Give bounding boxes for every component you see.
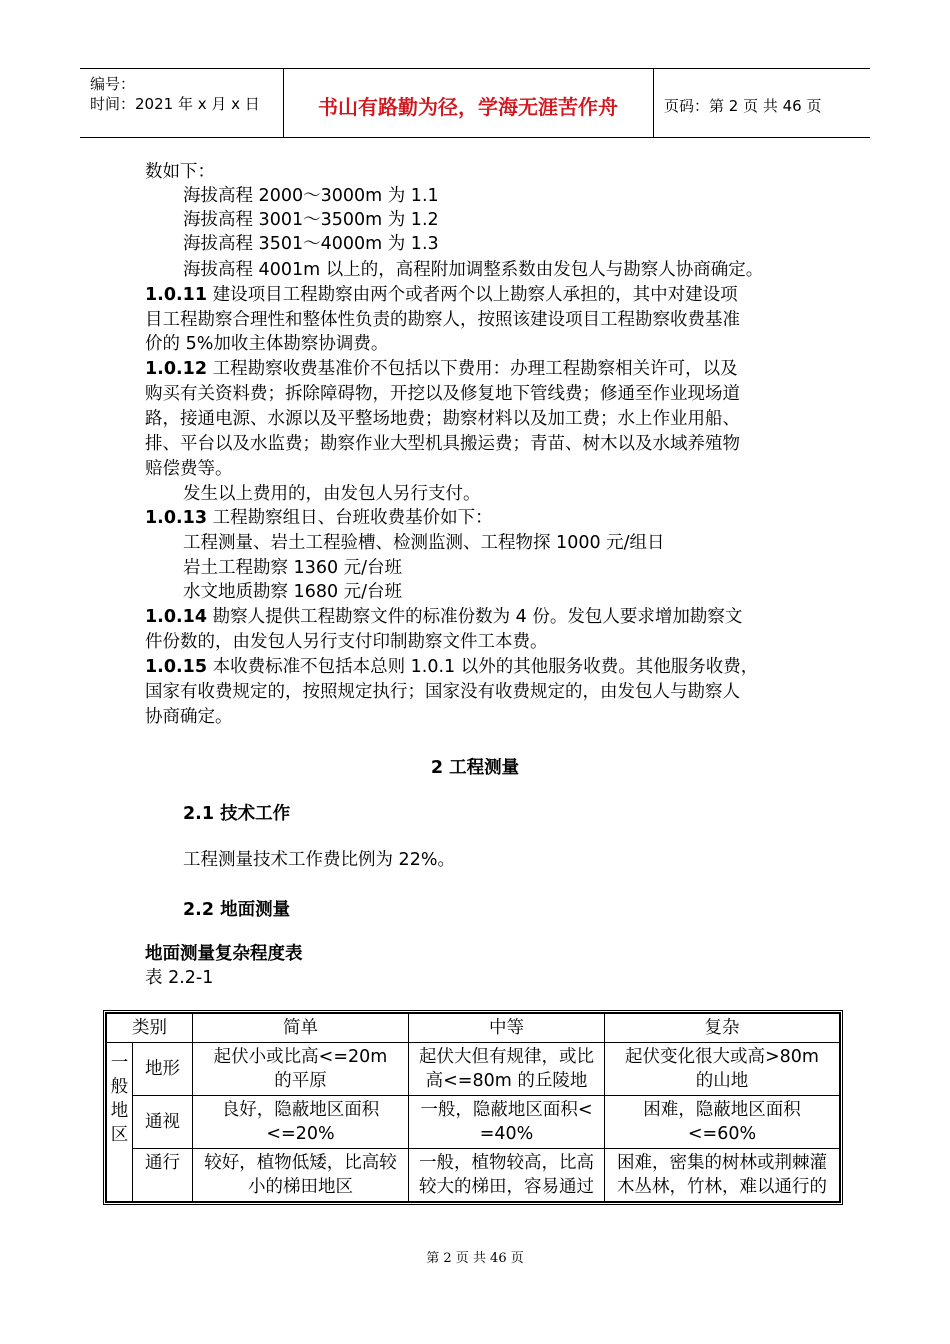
text-line: 海拔高程 3501～4000m 为 1.3 bbox=[183, 234, 439, 254]
cell-line: 困难，隐蔽地区面积 bbox=[643, 1100, 801, 1120]
clause-text: 本收费标准不包括本总则 1.0.1 以外的其他服务收费。其他服务收费， bbox=[207, 657, 759, 677]
cell-line: 较好，植物低矮，比高较 bbox=[204, 1153, 397, 1173]
cell-simple bbox=[193, 1096, 409, 1149]
clause-1-0-15 bbox=[145, 655, 758, 679]
header-complex: 复杂 bbox=[605, 1014, 840, 1043]
complexity-table bbox=[106, 1013, 840, 1202]
table-number: 表 2.2-1 bbox=[145, 968, 214, 988]
clause-text: 建设项目工程勘察由两个或者两个以上勘察人承担的，其中对建设项 bbox=[207, 285, 738, 305]
text-line: 协商确定。 bbox=[145, 707, 233, 727]
clause-1-0-13 bbox=[145, 506, 493, 530]
clause-1-0-14 bbox=[145, 605, 742, 629]
group-char: 一 bbox=[110, 1053, 129, 1073]
cell-complex bbox=[605, 1043, 840, 1096]
text-line: 工程测量、岩土工程验槽、检测监测、工程物探 1000 元/组日 bbox=[183, 533, 665, 553]
cell-complex bbox=[605, 1096, 840, 1149]
clause-1-0-12 bbox=[145, 357, 738, 381]
header-medium: 中等 bbox=[409, 1014, 605, 1043]
header-motto-cell bbox=[283, 69, 654, 137]
text-line: 价的 5%加收主体勘察协调费。 bbox=[145, 334, 389, 354]
text-line: 海拔高程 3001～3500m 为 1.2 bbox=[183, 210, 439, 230]
cell-line: =40% bbox=[479, 1124, 534, 1144]
text-line: 购买有关资料费；拆除障碍物，开挖以及修复地下管线费；修通至作业现场道 bbox=[145, 384, 740, 404]
table-row bbox=[107, 1096, 840, 1149]
clause-number: 1.0.12 bbox=[145, 359, 208, 379]
cell-line: 困难，密集的树林或荆棘灌 bbox=[617, 1153, 827, 1173]
table-row bbox=[107, 1043, 840, 1096]
cell-medium bbox=[409, 1096, 605, 1149]
text-line: 岩土工程勘察 1360 元/台班 bbox=[183, 558, 403, 578]
text-line: 目工程勘察合理性和整体性负责的勘察人，按照该建设项目工程勘察收费基准 bbox=[145, 310, 740, 330]
cell-line: 的平原 bbox=[274, 1071, 327, 1091]
section-heading-2-1: 2.1 技术工作 bbox=[183, 804, 291, 824]
header-meta-cell bbox=[80, 69, 284, 137]
header-page-cell bbox=[654, 69, 870, 137]
header-simple: 简单 bbox=[193, 1014, 409, 1043]
page-info: 页码：第 2 页 共 46 页 bbox=[664, 97, 822, 115]
row-name: 通行 bbox=[133, 1149, 193, 1202]
cell-simple bbox=[193, 1149, 409, 1202]
cell-line: 一般，隐蔽地区面积< bbox=[420, 1100, 593, 1120]
chapter-heading: 2 工程测量 bbox=[430, 758, 520, 778]
cell-line: 一般，植物较高，比高 bbox=[419, 1153, 594, 1173]
clause-text: 勘察人提供工程勘察文件的标准份数为 4 份。发包人要求增加勘察文 bbox=[207, 607, 743, 627]
group-char: 地 bbox=[110, 1101, 129, 1121]
text-line: 路，接通电源、水源以及平整场地费；勘察材料以及加工费；水上作业用船、 bbox=[145, 409, 740, 429]
cell-line: 起伏变化很大或高>80m bbox=[625, 1047, 819, 1067]
text-line: 发生以上费用的，由发包人另行支付。 bbox=[183, 484, 481, 504]
group-cell bbox=[107, 1043, 133, 1202]
text-line: 海拔高程 2000～3000m 为 1.1 bbox=[183, 186, 439, 206]
cell-line: 高<=80m 的丘陵地 bbox=[425, 1071, 588, 1091]
table-header-row bbox=[107, 1014, 840, 1043]
clause-1-0-11 bbox=[145, 283, 738, 307]
group-char: 般 bbox=[110, 1077, 129, 1097]
text-line: 排、平台以及水监费；勘察作业大型机具搬运费；青苗、树木以及水域养殖物 bbox=[145, 434, 740, 454]
section-heading-2-2: 2.2 地面测量 bbox=[183, 900, 291, 920]
cell-line: 良好，隐蔽地区面积 bbox=[221, 1100, 380, 1120]
text-line: 水文地质勘察 1680 元/台班 bbox=[183, 582, 403, 602]
group-char: 区 bbox=[110, 1125, 129, 1145]
clause-text: 工程勘察组日、台班收费基价如下： bbox=[207, 508, 493, 528]
cell-line: 起伏小或比高<=20m bbox=[213, 1047, 388, 1067]
serial-label: 编号： bbox=[90, 75, 136, 93]
header-category: 类别 bbox=[107, 1014, 193, 1043]
clause-number: 1.0.11 bbox=[145, 285, 208, 305]
cell-complex bbox=[605, 1149, 840, 1202]
cell-line: 的山地 bbox=[695, 1071, 749, 1091]
text-line: 数如下： bbox=[145, 162, 215, 182]
cell-line: <=60% bbox=[687, 1124, 757, 1144]
section-text: 工程测量技术工作费比例为 22%。 bbox=[183, 850, 455, 870]
clause-text: 工程勘察收费基准价不包括以下费用：办理工程勘察相关许可，以及 bbox=[207, 359, 738, 379]
row-name: 通视 bbox=[133, 1096, 193, 1149]
clause-number: 1.0.13 bbox=[145, 508, 208, 528]
date-label: 时间：2021 年 x 月 x 日 bbox=[90, 95, 260, 113]
text-line: 海拔高程 4001m 以上的，高程附加调整系数由发包人与勘察人协商确定。 bbox=[183, 260, 764, 280]
cell-line: <=20% bbox=[266, 1124, 335, 1144]
page-header bbox=[80, 68, 870, 138]
text-line: 件份数的，由发包人另行支付印制勘察文件工本费。 bbox=[145, 632, 548, 652]
text-line: 国家有收费规定的，按照规定执行；国家没有收费规定的，由发包人与勘察人 bbox=[145, 682, 740, 702]
text-line: 赔偿费等。 bbox=[145, 459, 233, 479]
cell-line: 小的梯田地区 bbox=[248, 1177, 353, 1197]
cell-line: 木丛林，竹林，难以通行的 bbox=[617, 1177, 827, 1197]
clause-number: 1.0.15 bbox=[145, 657, 208, 677]
clause-number: 1.0.14 bbox=[145, 607, 208, 627]
cell-medium bbox=[409, 1043, 605, 1096]
cell-line: 较大的梯田，容易通过 bbox=[419, 1177, 594, 1197]
motto: 书山有路勤为径，学海无涯苦作舟 bbox=[318, 95, 618, 119]
row-name: 地形 bbox=[133, 1043, 193, 1096]
cell-line: 起伏大但有规律，或比 bbox=[419, 1047, 594, 1067]
page-footer: 第 2 页 共 46 页 bbox=[426, 1251, 524, 1266]
cell-medium bbox=[409, 1149, 605, 1202]
cell-simple bbox=[193, 1043, 409, 1096]
table-title: 地面测量复杂程度表 bbox=[145, 944, 303, 964]
table-row bbox=[107, 1149, 840, 1202]
